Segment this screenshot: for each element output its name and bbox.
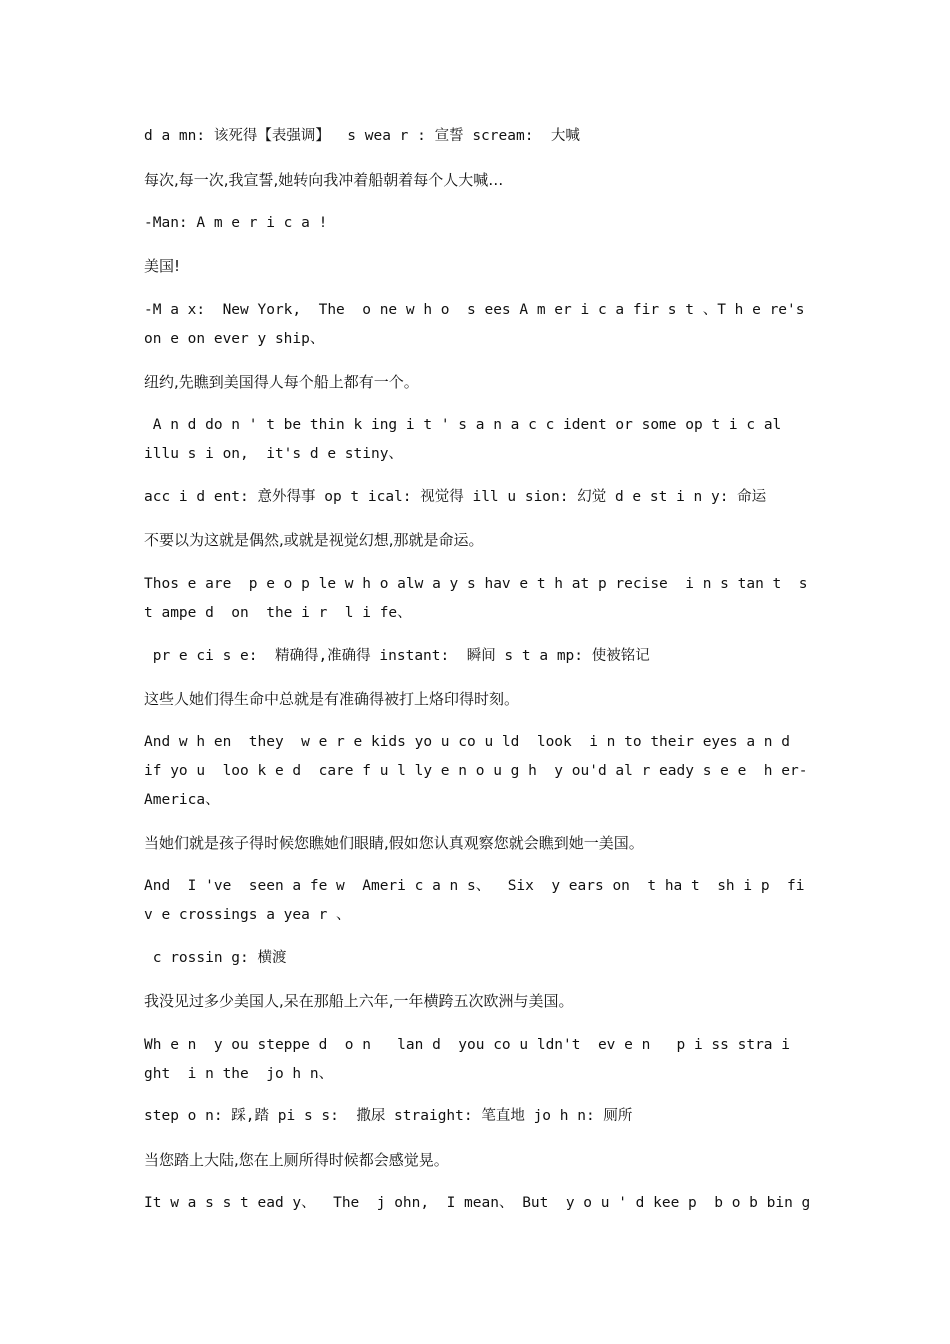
- text-line-16: c rossin g: 横渡: [144, 950, 287, 966]
- text-line-6: 纽约,先瞧到美国得人每个船上都有一个。: [144, 373, 419, 391]
- text-line-9: 不要以为这就是偶然,或就是视觉幻想,那就是命运。: [144, 531, 484, 549]
- text-line-2: 每次,每一次,我宣誓,她转向我冲着船朝着每个人大喊…: [144, 171, 504, 189]
- text-line-8: acc i d ent: 意外得事 op t ical: 视觉得 ill u sion: 幻觉 d e st i n y: 命运: [144, 489, 767, 505]
- text-line-7: A n d do n ' t be thin k ing i t ' s a n a c c ident or some op t i c al illu s i on, it's d e stiny、: [144, 417, 791, 462]
- text-line-18: Wh e n y ou steppe d o n lan d you co u ldn't ev e n p i ss stra i ght i n the jo h n、: [144, 1037, 799, 1082]
- text-line-4: 美国!: [144, 257, 181, 275]
- text-line-13: And w h en they w e r e kids yo u co u ld look i n to their eyes a n d if yo u loo k e d care f u l ly e n o u g h y ou'd al r eady s e e h er-America、: [144, 734, 808, 808]
- text-line-5: -M a x: New York, The o ne w h o s ees A m er i c a fir s t 、T h e re's on e on ever y ship、: [144, 302, 814, 347]
- text-line-19: step o n: 踩,踏 pi s s: 撒尿 straight: 笔直地 jo h n: 厕所: [144, 1108, 633, 1124]
- text-line-1: d a mn: 该死得【表强调】 s wea r : 宣誓 scream: 大喊: [144, 128, 580, 144]
- text-line-20: 当您踏上大陆,您在上厕所得时候都会感觉晃。: [144, 1151, 449, 1169]
- text-line-12: 这些人她们得生命中总就是有准确得被打上烙印得时刻。: [144, 690, 520, 708]
- text-line-17: 我没见过多少美国人,呆在那船上六年,一年横跨五次欧洲与美国。: [144, 992, 574, 1010]
- text-line-21: It w a s s t ead y、 The j ohn, I mean、 But y o u ' d kee p b o b bin g: [144, 1195, 811, 1211]
- text-line-3: -Man: A m e r i c a !: [144, 215, 328, 231]
- text-line-11: pr e ci s e: 精确得,准确得 instant: 瞬间 s t a mp: 使被铭记: [144, 648, 650, 664]
- text-line-14: 当她们就是孩子得时候您瞧她们眼睛,假如您认真观察您就会瞧到她一美国。: [144, 834, 644, 852]
- text-line-15: And I 've seen a fe w Ameri c a n s、 Six y ears on t ha t sh i p fi v e crossings a yea r 、: [144, 878, 814, 923]
- text-line-10: Thos e are p e o p le w h o alw a y s hav e t h at p recise i n s tan t s t ampe d on the i r l i fe、: [144, 576, 817, 621]
